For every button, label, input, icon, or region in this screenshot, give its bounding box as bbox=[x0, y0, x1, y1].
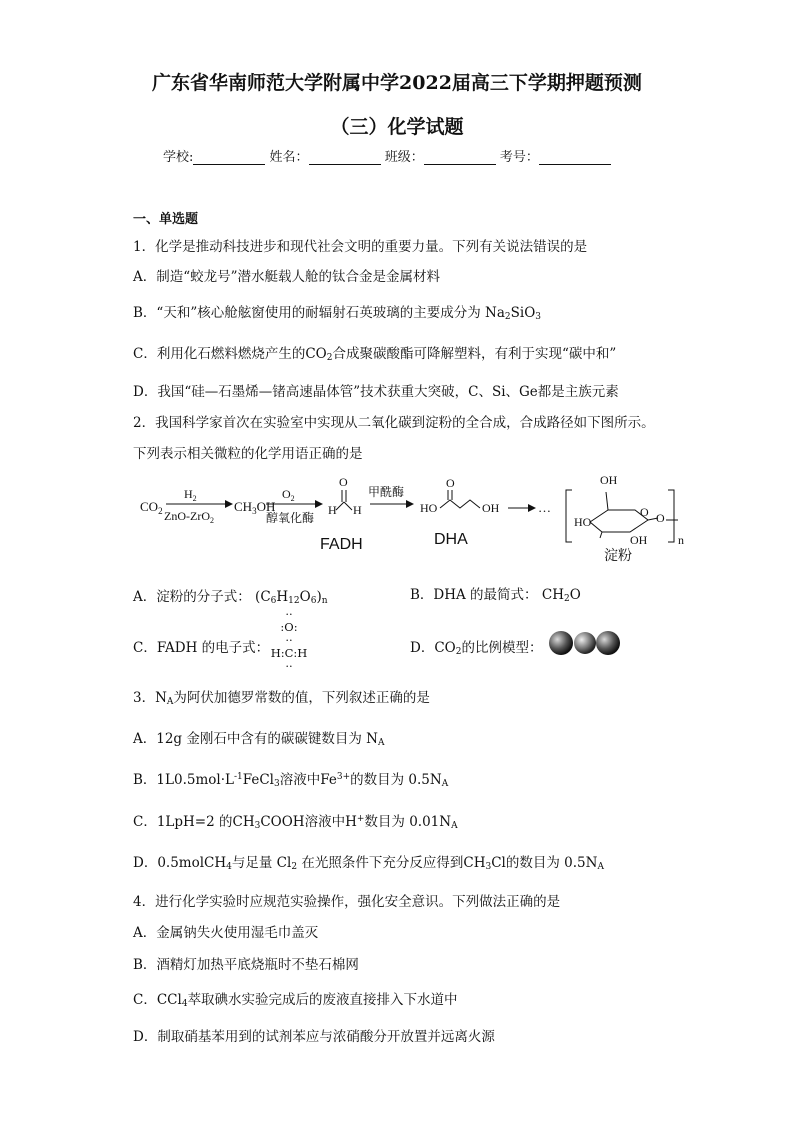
starch-bracket-left bbox=[566, 490, 572, 542]
class-field[interactable] bbox=[424, 151, 496, 165]
starch-label: 淀粉 bbox=[604, 549, 632, 564]
q2-option-a bbox=[133, 585, 328, 606]
oxygen-atom-right bbox=[596, 631, 620, 655]
co2-label: $CO_2$ bbox=[140, 499, 163, 516]
q1-c-formula: $CO_2$ bbox=[305, 346, 333, 363]
starch-bond-ch2oh bbox=[606, 492, 608, 510]
school-field[interactable] bbox=[193, 151, 265, 165]
q2-b-text: B．DHA 的最简式： bbox=[410, 587, 538, 603]
student-info-line bbox=[163, 146, 611, 165]
arrow-3-head bbox=[406, 500, 414, 508]
formaldehyde-o: O bbox=[339, 475, 348, 489]
q3-a-text: A．12g 金刚石中含有的碳碳键数目为 bbox=[133, 731, 362, 747]
enzyme2-label: 甲酰酶 bbox=[368, 485, 405, 499]
school-label: 学校: bbox=[163, 150, 194, 165]
catalyst-label: ZnO-ZrO$_2$ bbox=[164, 509, 214, 525]
electron-dots-top: ·· bbox=[285, 607, 293, 621]
starch-o-ring: O bbox=[640, 505, 649, 519]
carbon-atom bbox=[574, 632, 596, 654]
q3-stem-text: 为阿伏加德罗常数的值，下列叙述正确的是 bbox=[173, 690, 430, 706]
q3-option-c: C．1LpH=2 的$CH_3COOH$溶液中H+数目为 $0.01N_A$ bbox=[133, 814, 458, 831]
q1-option-c bbox=[133, 342, 616, 363]
formaldehyde-bond-left bbox=[336, 502, 344, 510]
dha-ho: HO bbox=[420, 501, 438, 515]
starch-bracket-right bbox=[668, 490, 674, 542]
synthesis-scheme bbox=[130, 462, 690, 574]
q2-d-text: D．CO bbox=[410, 640, 456, 656]
formaldehyde-h-right: H bbox=[353, 503, 362, 517]
q2-option-d: D．$CO_2$的比例模型： bbox=[410, 640, 543, 657]
co2-space-filling-model bbox=[548, 629, 624, 657]
q2-b-formula: $CH_2O$ bbox=[541, 587, 581, 604]
q2-option-c: C．FADH 的电子式： bbox=[133, 640, 270, 656]
q3-option-a: A．12g 金刚石中含有的碳碳键数目为 $N_A$ bbox=[133, 731, 385, 748]
q3-option-b: B．$1L0.5mol\cdot L^{-1}FeCl_3$溶液中$Fe^{3+}$的数目为 $0.5N_A$ bbox=[133, 772, 449, 789]
h2-label: $H_2$ bbox=[184, 487, 197, 503]
section-heading: 一、单选题 bbox=[133, 212, 199, 227]
number-field[interactable] bbox=[539, 151, 611, 165]
starch-bond-oh bbox=[600, 532, 602, 538]
formaldehyde-bond-right bbox=[344, 502, 352, 510]
starch-oh-bottom: OH bbox=[630, 533, 648, 547]
q4-option-a: A．金属钠失火使用湿毛巾盖灭 bbox=[133, 925, 319, 941]
formaldehyde-h-left: H bbox=[328, 503, 337, 517]
methanol-label: $CH_3OH$ bbox=[234, 499, 276, 516]
dha-label: DHA bbox=[434, 531, 468, 548]
page-subtitle: （三）化学试题 bbox=[330, 116, 464, 138]
q3-option-d: D．0.5molCH$_4$与足量 $Cl_2$ 在光照条件下充分反应得到$CH_3Cl$的数目为 $0.5N_A$ bbox=[133, 855, 604, 872]
starch-ho: HO bbox=[574, 515, 592, 529]
starch-oh-top: OH bbox=[600, 473, 618, 487]
name-field[interactable] bbox=[309, 151, 381, 165]
dha-chain bbox=[440, 500, 480, 508]
number-label: 考号： bbox=[499, 150, 539, 165]
arrow-4-head bbox=[528, 504, 536, 512]
q4-option-d: D．制取硝基苯用到的试剂苯应与浓硝酸分开放置并远离火源 bbox=[133, 1029, 495, 1045]
q1-option-d: D．我国“硅—石墨烯—锗高速晶体管”技术获重大突破，C、Si、Ge都是主族元素 bbox=[133, 384, 619, 400]
oxygen-atom-left bbox=[549, 631, 573, 655]
q4-option-b: B．酒精灯加热平底烧瓶时不垫石棉网 bbox=[133, 957, 359, 973]
arrow-2-head bbox=[315, 500, 323, 508]
electron-line-o: :O: bbox=[280, 620, 298, 634]
dha-o: O bbox=[446, 476, 455, 490]
q4-stem: 4．进行化学实验时应规范实验操作，强化安全意识。下列做法正确的是 bbox=[133, 894, 561, 910]
q2-option-b bbox=[410, 583, 581, 604]
q2-a-text: A．淀粉的分子式： bbox=[133, 589, 251, 605]
class-label: 班级： bbox=[384, 150, 424, 165]
q1-b-formula: $Na_2SiO_3$ bbox=[485, 305, 542, 322]
fadh-label: FADH bbox=[320, 536, 363, 553]
electron-dots-mid: ·· bbox=[285, 633, 293, 647]
starch-o-link: O bbox=[656, 511, 665, 525]
q1-b-text: B．“天和”核心舱舷窗使用的耐辐射石英玻璃的主要成分为 bbox=[133, 305, 481, 321]
q4-option-c: C．CCl$_4$萃取碘水实验完成后的废液直接排入下水道中 bbox=[133, 992, 458, 1009]
q2-stem-2: 下列表示相关微粒的化学用语正确的是 bbox=[133, 446, 363, 462]
q1-c-text2: 合成聚碳酸酯可降解塑料，有利于实现“碳中和” bbox=[332, 346, 617, 362]
enzyme1-label: 醇氧化酶 bbox=[266, 511, 315, 525]
o2-label: $O_2$ bbox=[282, 487, 295, 503]
q2-a-formula: $(C_6H_{12}O_6)_n$ bbox=[255, 589, 328, 606]
q1-option-a: A．制造“蛟龙号”潜水艇载人舱的钛合金是金属材料 bbox=[133, 269, 441, 285]
electron-dots-bottom: ·· bbox=[285, 659, 293, 673]
electron-line-hch: H:C:H bbox=[270, 646, 308, 660]
ellipsis: … bbox=[538, 500, 551, 515]
q2-stem-1: 2．我国科学家首次在实验室中实现从二氧化碳到淀粉的全合成，合成路径如下图所示。 bbox=[133, 415, 655, 431]
dha-oh: OH bbox=[482, 501, 500, 515]
name-label: 姓名： bbox=[269, 150, 309, 165]
q1-option-b bbox=[133, 301, 541, 322]
q3-stem: 3．$N_A$为阿伏加德罗常数的值，下列叙述正确的是 bbox=[133, 690, 430, 707]
starch-n: n bbox=[678, 533, 684, 547]
q1-c-text: C．利用化石燃料燃烧产生的 bbox=[133, 346, 306, 362]
q1-stem: 1．化学是推动科技进步和现代社会文明的重要力量。下列有关说法错误的是 bbox=[133, 239, 588, 255]
fadh-electron-formula bbox=[268, 608, 310, 673]
arrow-1-head bbox=[225, 500, 233, 508]
page-title: 广东省华南师范大学附属中学2022届高三下学期押题预测 bbox=[152, 72, 642, 94]
q2-d-text2: 的比例模型： bbox=[461, 640, 543, 656]
